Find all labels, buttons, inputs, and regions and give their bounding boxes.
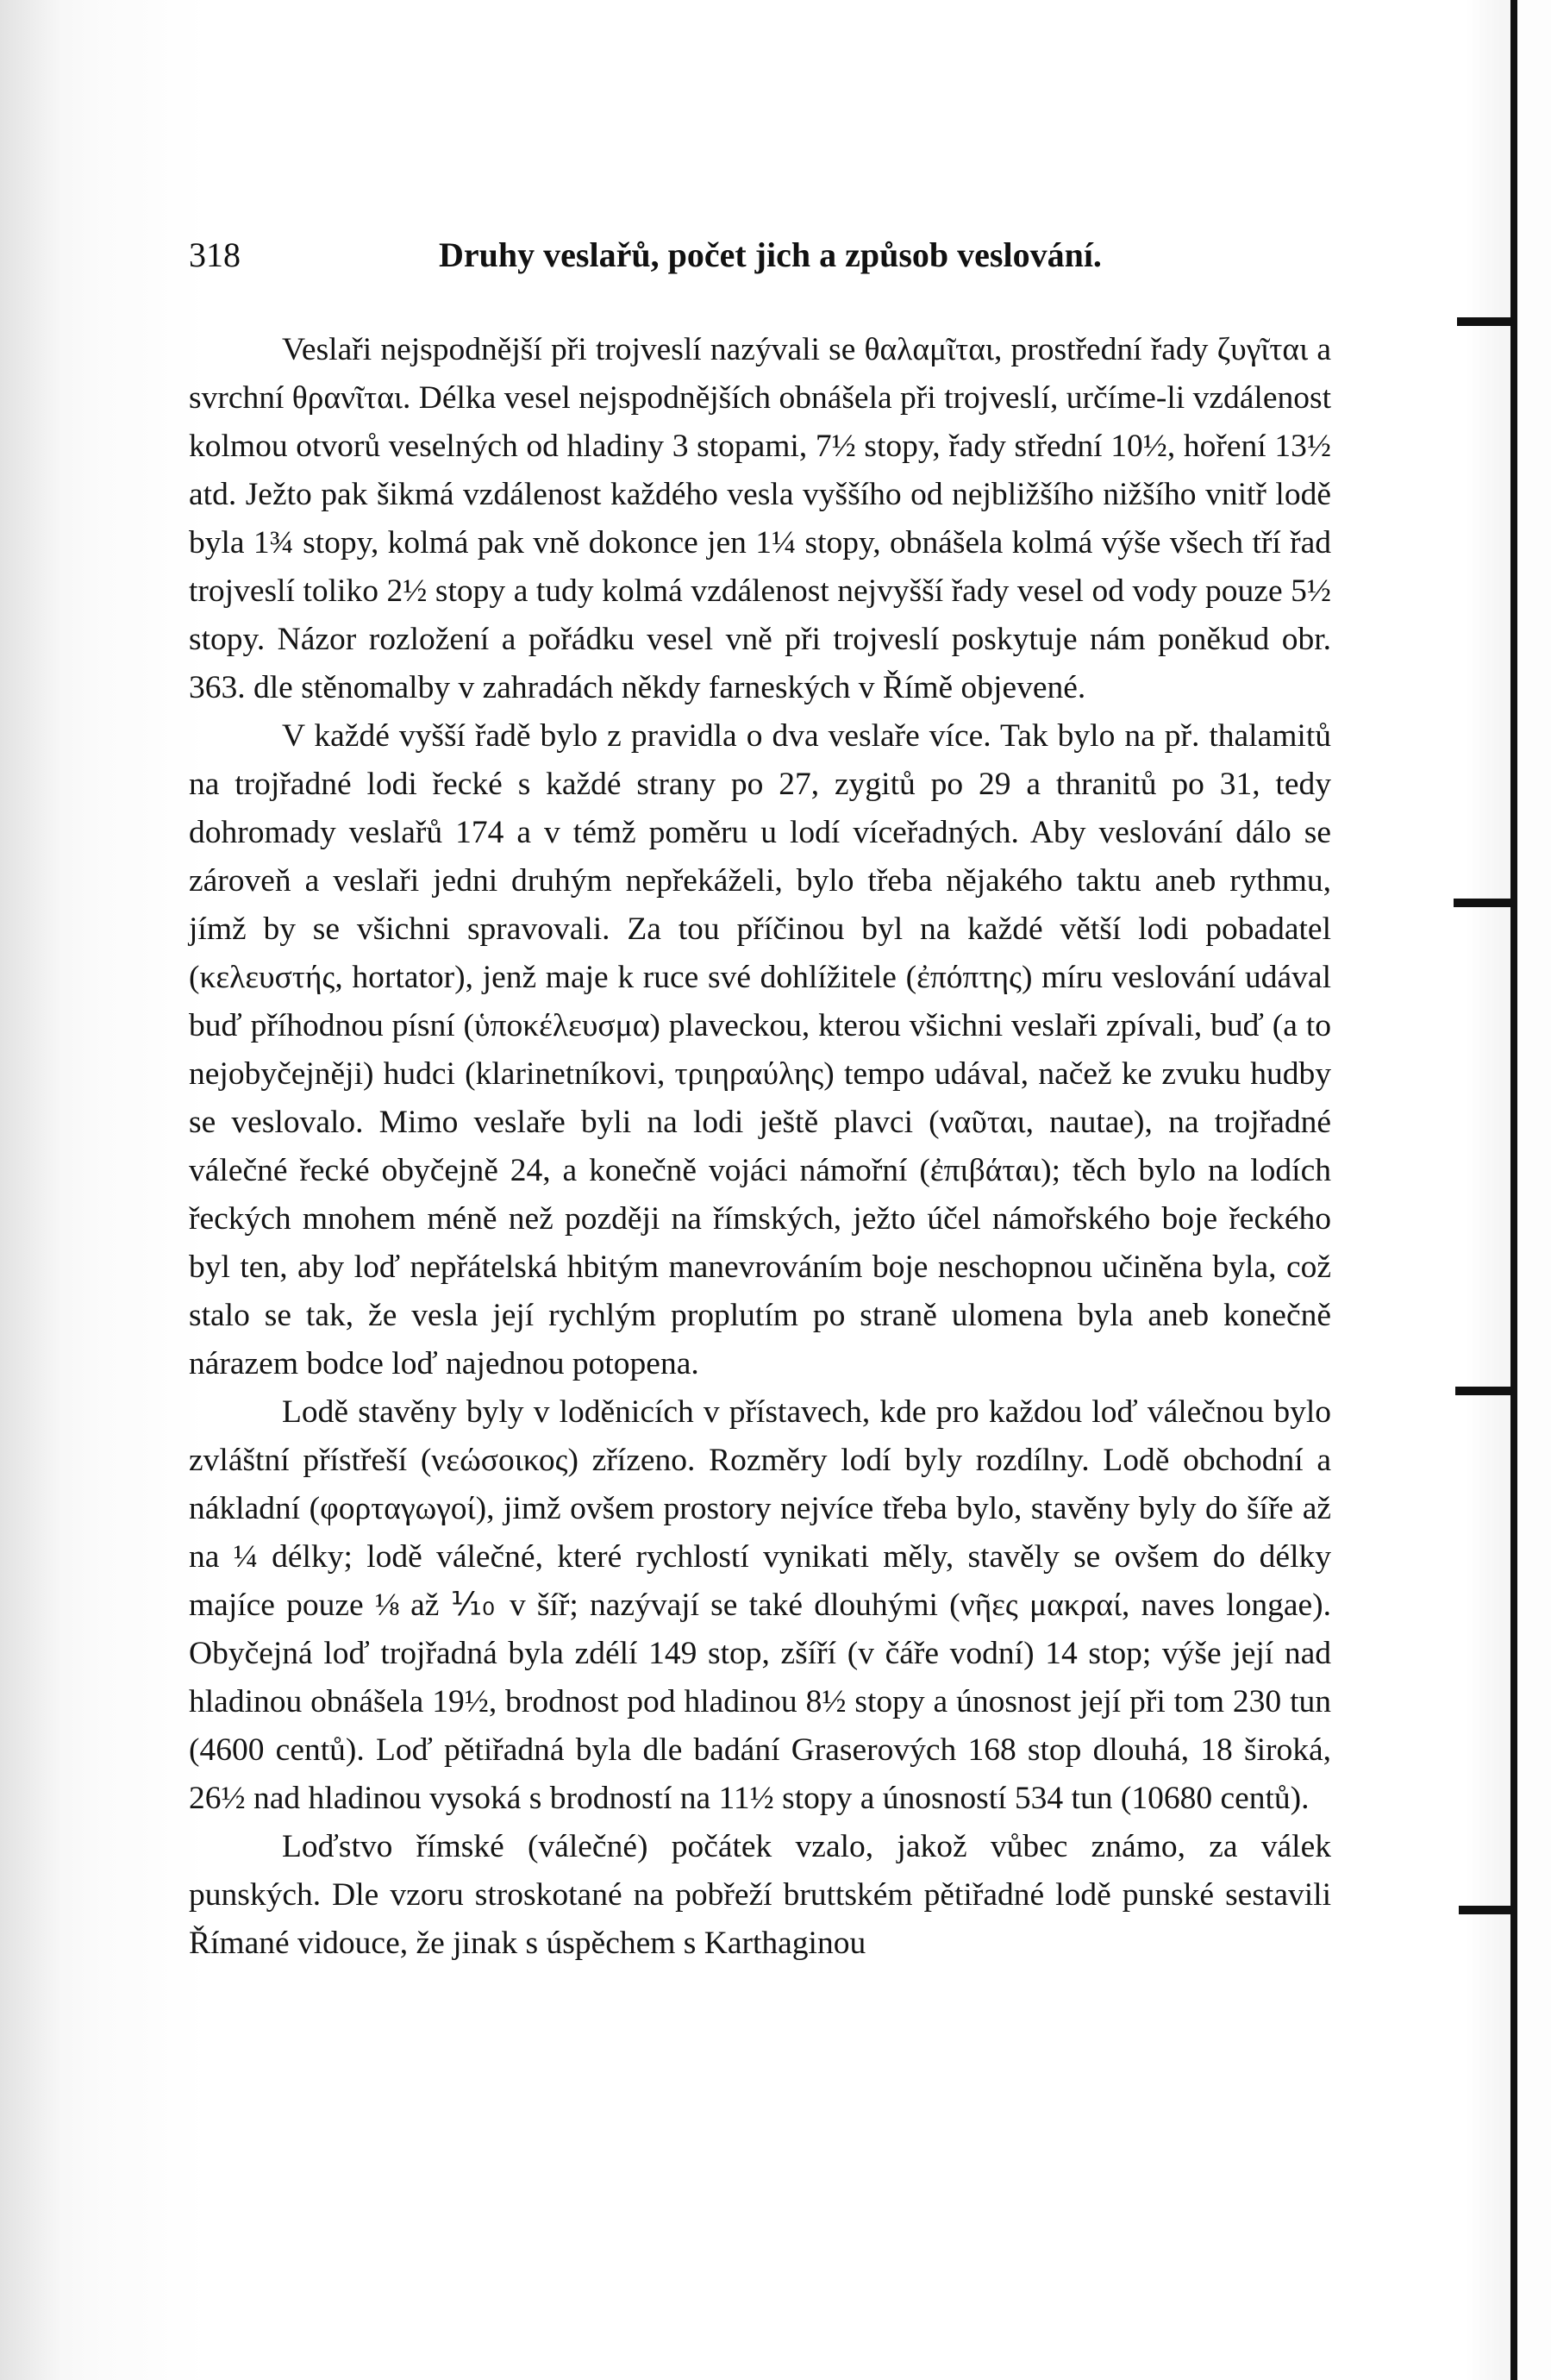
page-number: 318 [189,235,241,274]
paragraph: V každé vyšší řadě bylo z pravidla o dva veslaře více. Tak bylo na př. thalamitů na trojřadné lodi řecké s každé strany po 27, zygitů po 29 a thranitů po 31, tedy dohromady veslařů 174 a v témž poměru u lodí víceřadných. Aby veslování dálo se zároveň a veslaři jedni druhým nepřekáželi, bylo třeba nějakého taktu aneb rythmu, jímž by se všichni spravovali. Za tou příčinou byl na každé větší lodi pobadatel (κελευστής, hortator), jenž maje k ruce své dohlížitele (ἐπόπτης) míru veslování udával buď příhodnou písní (ὑποκέλευσμα) plaveckou, kterou všichni veslaři zpívali, buď (a to nejobyčejněji) hudci (klarinetníkovi, τριηραύλης) tempo udával, načež ke zvuku hudby se veslovalo. Mimo veslaře byli na lodi ještě plavci (ναῦται, nautae), na trojřadné válečné řecké obyčejně 24, a konečně vojáci námořní (ἐπιβάται); těch bylo na lodích řeckých mnohem méně než později na římských, ježto účel námořského boje řeckého byl ten, aby loď nepřátelská hbitým manevrováním boje neschopnou učiněna byla, což stalo se tak, že vesla její rychlým proplutím po straně ulomena byla aneb konečně nárazem bodce loď najednou potopena. [189,718,1331,1381]
body-text [189,326,1331,1968]
gutter-shadow [0,0,60,2380]
page-tab-mark [1454,899,1512,907]
page-edge [1510,0,1517,2380]
running-header [189,235,1344,278]
running-title: Druhy veslařů, počet jich a způsob veslování. [439,235,1102,274]
page-margin-right [1517,0,1551,2380]
page-tab-mark [1459,1906,1512,1914]
paragraph: Loďstvo římské (válečné) počátek vzalo, jakož vůbec známo, za válek punských. Dle vzoru stroskotané na pobřeží bruttském pětiřadné lodě punské sestavili Římané vidouce, že jinak s úspěchem s Karthaginou [189,1829,1331,1961]
paragraph: Veslaři nejspodnější při trojveslí nazývali se θαλαμῖται, prostřední řady ζυγῖται a svrchní θρανῖται. Délka vesel nejspodnějších obnášela při trojveslí, určíme-li vzdálenost kolmou otvorů veselných od hladiny 3 stopami, 7½ stopy, řady střední 10½, hoření 13½ atd. Ježto pak šikmá vzdálenost každého vesla vyššího od nejbližšího nižšího vnitř lodě byla 1¾ stopy, kolmá pak vně dokonce jen 1¼ stopy, obnášela kolmá výše všech tří řad trojveslí toliko 2½ stopy a tudy kolmá vzdálenost nejvyšší řady vesel od vody pouze 5½ stopy. Názor rozložení a pořádku vesel vně při trojveslí poskytuje nám poněkud obr. 363. dle stěnomalby v zahradách někdy farneských v Římě objevené. [189,332,1331,705]
paragraph: Lodě stavěny byly v loděnicích v přístavech, kde pro každou loď válečnou bylo zvláštní přístřeší (νεώσοικος) zřízeno. Rozměry lodí byly rozdílny. Lodě obchodní a nákladní (φορταγωγοί), jimž ovšem prostory nejvíce třeba bylo, stavěny byly do šíře až na ¼ délky; lodě válečné, které rychlostí vynikati měly, stavěly se ovšem do délky majíce pouze ⅛ až ⅒ v šíř; nazývají se také dlouhými (νῆες μακραί, naves longae). Obyčejná loď trojřadná byla zdélí 149 stop, zšíří (v čáře vodní) 14 stop; výše její nad hladinou obnášela 19½, brodnost pod hladinou 8½ stopy a únosnost její při tom 230 tun (4600 centů). Loď pětiřadná byla dle badání Graserových 168 stop dlouhá, 18 široká, 26½ nad hladinou vysoká s brodností na 11½ stopy a únosností 534 tun (10680 centů). [189,1394,1331,1816]
page-tab-mark [1457,317,1512,326]
page-tab-mark [1455,1387,1512,1395]
